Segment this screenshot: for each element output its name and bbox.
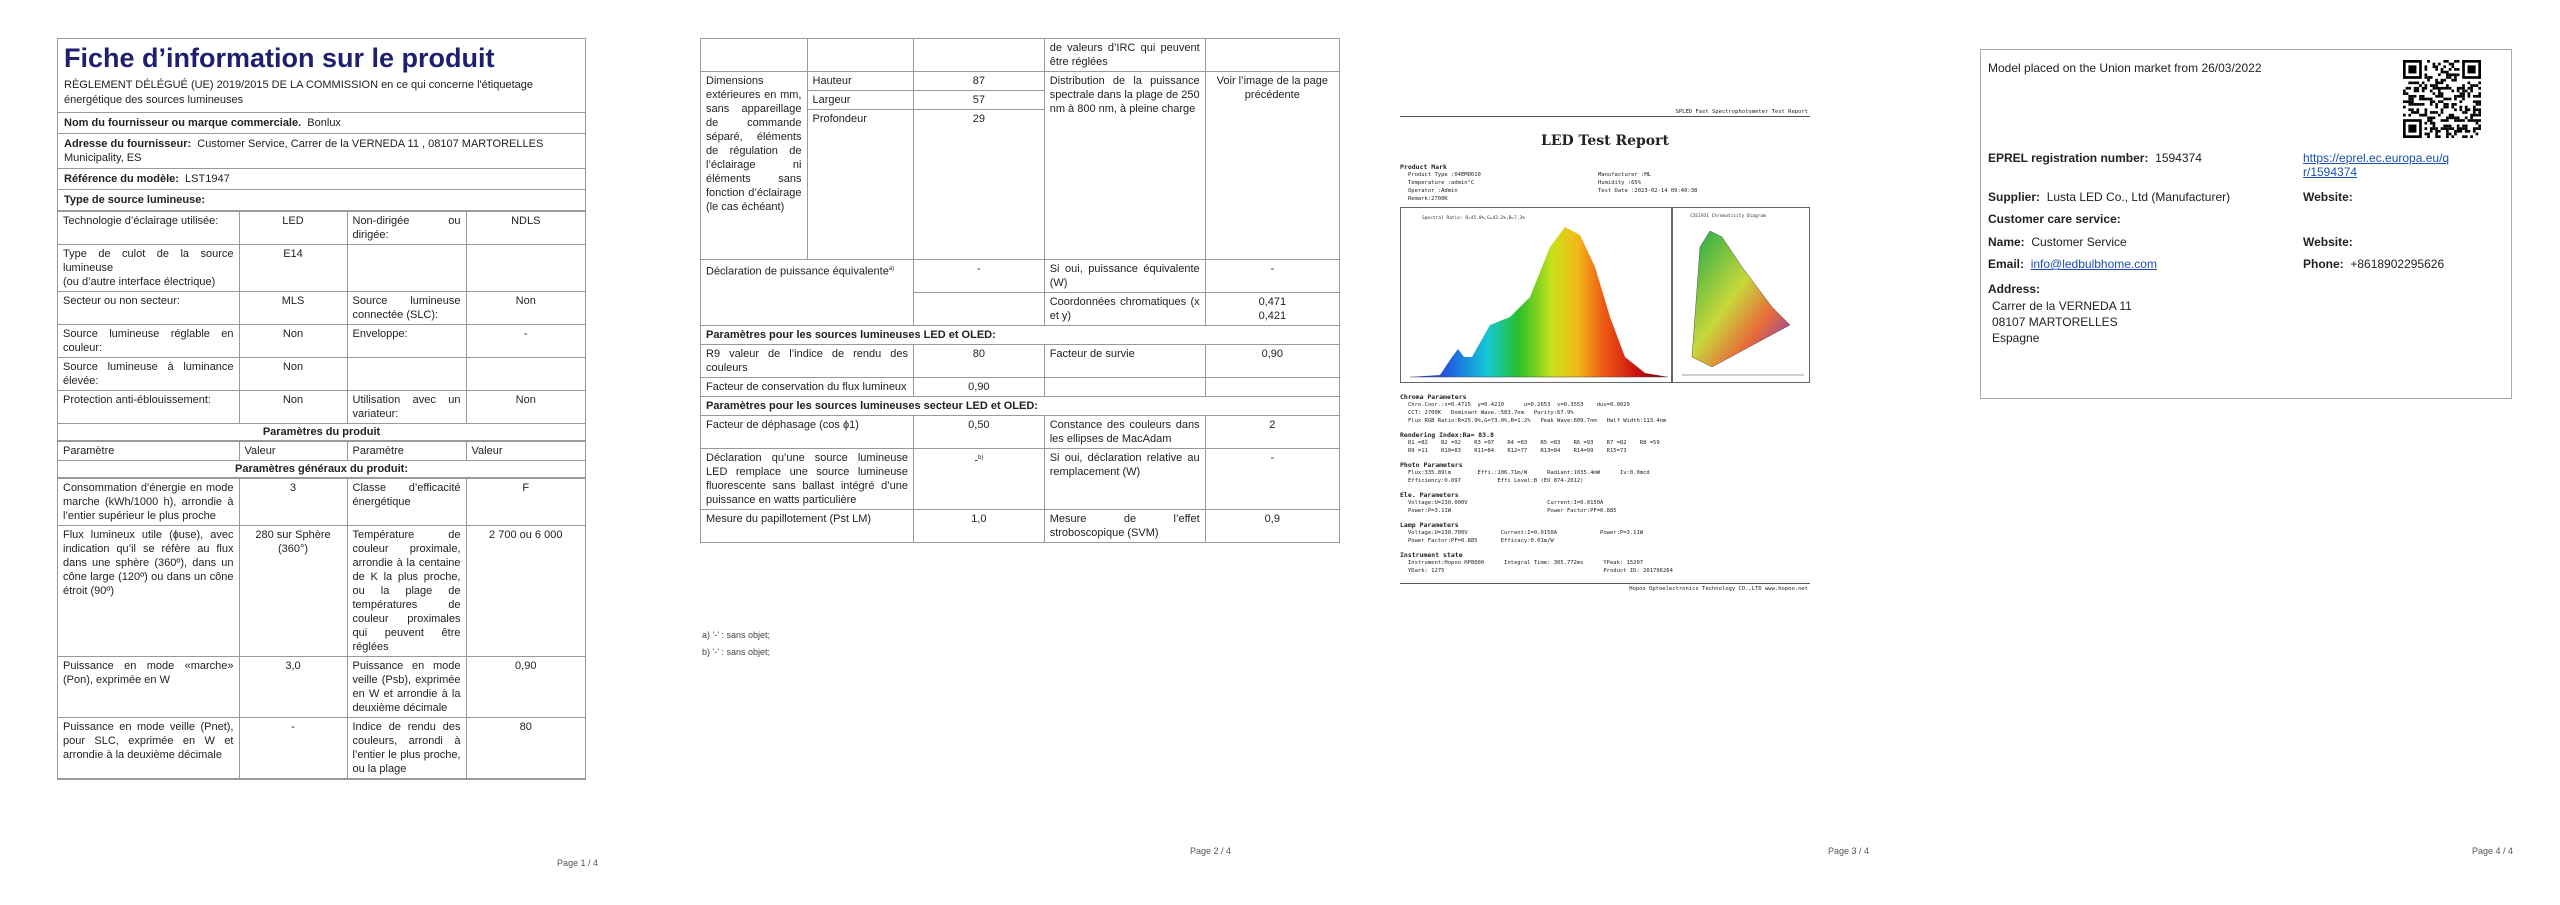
address-line: Carrer de la VERNEDA 11 [1992, 299, 2132, 313]
table-row: Technologie d’éclairage utilisée: LED Non-dirigée ou dirigée: NDLS [58, 212, 585, 245]
market-text: Model placed on the Union market from 26/03/2022 [1988, 61, 2262, 75]
report-line: Temperature :admin°C [1408, 180, 1475, 186]
address-row: Adresse du fournisseur: Customer Service, Carrer de la VERNEDA 11 , 08107 MARTORELLES Municipality, ES [58, 134, 585, 169]
report-line: R9 =11 R10=83 R11=84 R12=77 R13=84 R14=99 R15=73 [1408, 448, 1627, 454]
cie-diagram [1672, 207, 1810, 387]
page-1 [0, 0, 640, 905]
report-line: Voltage:U=230.000V Current:I=0.0150A [1408, 500, 1604, 506]
params-title: Paramètres du produit [58, 424, 585, 441]
table-row: Secteur ou non secteur: MLS Source lumineuse connectée (SLC): Non [58, 292, 585, 325]
eprel-link[interactable]: https://eprel.ec.europa.eu/qr/1594374 [2303, 151, 2450, 179]
led-test-report: SPLED Fast Spectrophotometer Test Report LED Test Report Product Mark Product Type :04EM0010 Temperature :admin°C Operator :Admin Remark:2700K Manufacturer :ML Humidity :65% Test Date :2023-02-14 09:40:38 Spectral Ratio: R=45.0%,G=43.2%,B=7.3% CIE1931 Chromaticity Diagram Chroma Parameters Chro.Coor.:x=0.4715 y=0.4210 u=0.2653 v=0.3553 duv=0.0029 CCT: 2700K Dominant Wave.:583.7nm Purity:67.9% Flux RGB Ratio:R=25.9%,G=73.0%,B=1.2% Peak Wave:609.7nm Half Width:113.4nm Rendering Index:Ra= 83.8 R1 =82 R2 =92 R3 =97 R4 =83 R5 =83 R6 =93 R7 =82 R8 =59 R9 =11 R10=83 R11=84 R12=77 R13=84 R14=99 R15=73 Photo Parameters Flux:335.89lm Effi.:106.71m/W Radiant:1035.4mW Iv:0.0mcd Efficiency:0.097 Effi Level:B (EU 874-2012) Ele. Parameters Voltage:U=230.000V Current:I=0.0150A Power:P=3.11W Power Factor:PF=0.885 Lamp Parameters Voltage:U=230.700V Current:I=0.0150A Power:P=3.11W Power Factor:PF=0.885 Efficacy:0.01m/W Instrument state Instrument:Hopoo HP8000 Integral Time: 305.772ms YPeak: 15207 YDark: 1275 Product ID: 201706264 Hopoo Optoelectronics Technology CO.,LTD www.hopoo.net [1400, 109, 1808, 592]
address-line: Espagne [1992, 331, 2040, 345]
spectral-caption: Spectral Ratio: R=45.0%,G=43.2%,B=7.3% [1422, 216, 1525, 221]
page-number: Page 4 / 4 [2472, 846, 2514, 856]
report-line: Voltage:U=230.700V Current:I=0.0150A Power:P=3.11W [1408, 530, 1644, 536]
report-graphs [1400, 207, 1810, 387]
report-line: CCT: 2700K Dominant Wave.:583.7nm Purity:67.9% [1408, 410, 1574, 416]
table-row: Puissance en mode veille (Pnet), pour SLC, exprimée en W et arrondie à la deuxième décimale - Indice de rendu des couleurs, arrondi à l’entier le plus proche, ou la plage 80 [58, 718, 585, 779]
page-number: Page 3 / 4 [1828, 846, 1870, 856]
report-line: R1 =82 R2 =92 R3 =97 R4 =83 R5 =83 R6 =93 R7 =82 R8 =59 [1408, 440, 1660, 446]
source-table [58, 211, 585, 424]
model-row: Référence du modèle: LST1947 [58, 169, 585, 190]
table-row: Source lumineuse à luminance élevée: Non [58, 358, 585, 391]
product-info-sheet [57, 38, 586, 780]
supplier-row: Nom du fournisseur ou marque commerciale. Bonlux [58, 113, 585, 134]
qr-code-icon[interactable] [2403, 60, 2481, 138]
report-line: Test Date :2023-02-14 09:40:38 [1598, 188, 1698, 194]
report-line: YDark: 1275 Product ID: 201706264 [1408, 568, 1673, 574]
page-4 [1920, 0, 2560, 905]
page-number: Page 2 / 4 [1190, 846, 1232, 856]
page-number: Page 1 / 4 [557, 858, 599, 868]
general-title: Paramètres généraux du produit: [58, 461, 585, 478]
regulation-text: RÈGLEMENT DÉLÉGUÉ (UE) 2019/2015 DE LA COMMISSION en ce qui concerne l'étiquetage énergétique des sources lumineuses [64, 79, 533, 106]
product-params-table-cont: de valeurs d’IRC qui peuvent être réglées Dimensions extérieures en mm, sans appareillage de commande séparé, éléments de régulation de l’éclairage ni éléments sans fonction d’éclairage (le cas échéant) Hauteur 87 Distribution de la puissance spectrale dans la plage de 250 nm à 800 nm, à pleine charge Voir l’image de la page précédente Largeur 57 Profondeur 29 Déclaration de puissance équivalente$^{a)}$ - Si oui, puissance équivalente (W) - Coordonnées chromatiques (x et y) 0,471 0,421 Paramètres pour les sources lumineuses LED et OLED: R9 valeur de l’indice de rendu des couleurs 80 Facteur de survie 0,90 Facteur de conservation du flux lumineux 0,90 Paramètres pour les sources lumineuses secteur LED et OLED: Facteur de déphasage (cos ϕ1) 0,50 Constance des couleurs dans les ellipses de MacAdam 2 Déclaration qu’une source lumineuse LED remplace une source lumineuse fluorescente sans ballast intégré d’une puissance en watts particulière -$^{b)}$ Si oui, déclaration relative au remplacement (W) - Mesure du papillotement (Pst LM) 1,0 Mesure de l’effet stroboscopique (SVM) 0,9 [700, 38, 1340, 543]
report-line: Chro.Coor.:x=0.4715 y=0.4210 u=0.2653 v=0.3553 duv=0.0029 [1408, 402, 1630, 408]
address-line: 08107 MARTORELLES [1992, 315, 2118, 329]
report-line: Operator :Admin [1408, 188, 1458, 194]
report-line: Product Type :04EM0010 [1408, 172, 1481, 178]
table-row: Flux lumineux utile (ɸuse), avec indication qu’il se réfère au flux dans une sphère (360º), dans un cône large (120º) ou dans un cône étroit (90º) 280 sur Sphère (360°) Température de couleur proximale, arrondie à la centaine de K la plus proche, ou la plage de températures de couleur proximales qui peuvent être réglées 2 700 ou 6 000 [58, 526, 585, 657]
report-line: Instrument:Hopoo HP8000 Integral Time: 305.772ms YPeak: 15207 [1408, 560, 1644, 566]
page-3 [1280, 0, 1920, 905]
report-line: Flux:335.89lm Effi.:106.71m/W Radiant:1035.4mW Iv:0.0mcd [1408, 470, 1650, 476]
report-footer: Hopoo Optoelectronics Technology CO.,LTD www.hopoo.net [1629, 586, 1808, 592]
report-line: Power Factor:PF=0.885 Efficacy:0.01m/W [1408, 538, 1554, 544]
report-line: Efficiency:0.097 Effi Level:B (EU 874-2012) [1408, 478, 1584, 484]
general-table [58, 478, 585, 779]
eprel-box: Model placed on the Union market from 26/03/2022 EPREL registration number: 1594374 https://eprel.ec.europa.eu/qr/1594374 Supplier: Lusta LED Co., Ltd (Manufacturer) Website: Customer care service: Name: Customer Service Website: Email: info@ledbulbhome.com Phone: +8618902295626 Address: Carrer de la VERNEDA 11 08107 MARTORELLES Espagne [1980, 49, 2512, 399]
report-line: Remark:2700K [1408, 196, 1448, 202]
cie-caption: CIE1931 Chromaticity Diagram [1690, 214, 1766, 219]
table-row: Puissance en mode «marche» (Pon), exprimée en W 3,0 Puissance en mode veille (Psb), exprimée en W et arrondie à la deuxième décimale 0,90 [58, 657, 585, 718]
params-header: Paramètre Valeur Paramètre Valeur [58, 441, 585, 461]
spectrum-graph [1400, 207, 1672, 387]
table-row: Source lumineuse réglable en couleur: Non Enveloppe: - [58, 325, 585, 358]
table-row: Type de culot de la source lumineuse (ou d’autre interface électrique) E14 [58, 245, 585, 292]
source-type-row: Type de source lumineuse: [58, 190, 585, 211]
sheet-title: Fiche d’information sur le produit [64, 43, 495, 73]
report-header: SPLED Fast Spectrophotometer Test Report [1675, 109, 1808, 115]
table-row: Protection anti-éblouissement: Non Utilisation avec un variateur: Non [58, 391, 585, 424]
table-row: Consommation d’énergie en mode marche (kWh/1000 h), arrondie à l’entier supérieur le plus proche 3 Classe d’efficacité énergétique F [58, 479, 585, 526]
footnote-a: a) '-' : sans objet; [702, 630, 770, 640]
report-line: Power:P=3.11W Power Factor:PF=0.885 [1408, 508, 1617, 514]
report-line: Manufacturer :ML [1598, 172, 1651, 178]
email-link[interactable]: info@ledbulbhome.com [2030, 257, 2157, 271]
report-line: Flux RGB Ratio:R=25.9%,G=73.0%,B=1.2% Peak Wave:609.7nm Half Width:113.4nm [1408, 418, 1667, 424]
footnote-b: b) '-' : sans objet; [702, 647, 770, 657]
report-line: Humidity :65% [1598, 180, 1642, 186]
page-2 [640, 0, 1328, 905]
dimensions-label: Dimensions extérieures en mm, sans appareillage de commande séparé, éléments de régulation de l’éclairage ni éléments sans fonction d’éclairage (le cas échéant) [701, 72, 808, 260]
report-title: LED Test Report [1541, 133, 1669, 149]
